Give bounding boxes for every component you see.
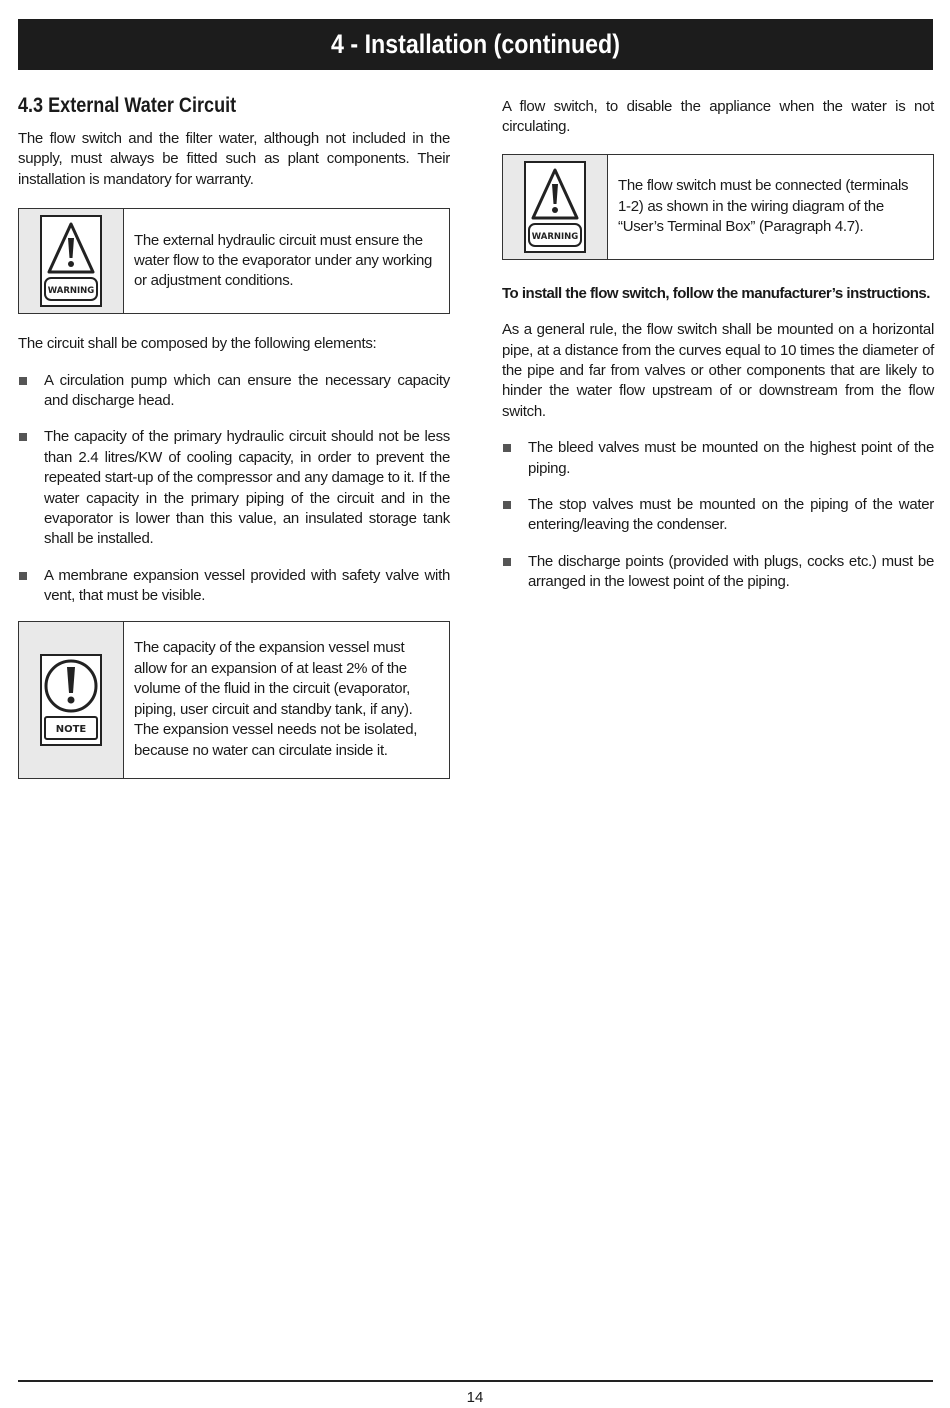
flow-switch-intro: A flow switch, to disable the appliance when the water is not circulating. bbox=[502, 98, 934, 136]
warning-icon-cell bbox=[503, 155, 608, 259]
svg-text:WARNING: WARNING bbox=[531, 231, 579, 242]
list-item: The stop valves must be mounted on the piping of the water entering/leaving the condenser. bbox=[502, 495, 934, 536]
warning-triangle-icon bbox=[523, 160, 587, 254]
page-number: 14 bbox=[466, 1389, 484, 1406]
bullet-icon bbox=[503, 558, 511, 566]
valve-list bbox=[502, 438, 934, 592]
bullet-icon bbox=[19, 377, 27, 385]
warning-triangle-icon bbox=[39, 214, 103, 308]
general-rule: As a general rule, the flow switch shall be mounted on a horizontal pipe, at a distance from the curves equal to 10 times the diameter of the pipe and far from valves or other components that are likely to hinder the water flow upstream of or downstream from the flow switch. bbox=[502, 321, 934, 420]
bullet-icon bbox=[503, 444, 511, 452]
right-column bbox=[502, 97, 934, 609]
elements-intro: The circuit shall be composed by the following elements: bbox=[18, 335, 377, 353]
list-item: A circulation pump which can ensure the necessary capacity and discharge head. bbox=[18, 371, 450, 412]
list-item: A membrane expansion vessel provided with safety valve with vent, that must be visible. bbox=[18, 566, 450, 607]
warning-box bbox=[18, 208, 450, 314]
warning-box bbox=[502, 154, 934, 260]
footer-divider bbox=[18, 1380, 933, 1382]
circuit-elements-list bbox=[18, 371, 450, 607]
note-text-cell bbox=[124, 622, 449, 778]
chapter-title: 4 - Installation (continued) bbox=[331, 29, 620, 59]
list-item: The capacity of the primary hydraulic circuit should not be less than 2.4 litres/KW of cooling capacity, in order to prevent the repeated start-up of the compressor and any damage to it. If the water capacity in the primary piping of the circuit and in the evaporator is lower than this value, an insulated storage tank shall be installed. bbox=[18, 427, 450, 549]
left-column bbox=[18, 94, 450, 779]
warning-text: The flow switch must be connected (terminals 1-2) as shown in the wiring diagram of the “User’s Terminal Box” (Paragraph 4.7). bbox=[618, 177, 909, 236]
warning-icon-cell bbox=[19, 209, 124, 313]
bullet-icon bbox=[19, 572, 27, 580]
note-exclamation-icon bbox=[39, 653, 103, 747]
chapter-header bbox=[18, 19, 933, 70]
note-icon-cell bbox=[19, 622, 124, 778]
list-item: The bleed valves must be mounted on the highest point of the piping. bbox=[502, 438, 934, 479]
section-intro: The flow switch and the filter water, although not included in the supply, must always be fitted such as plant components. Their installation is mandatory for warranty. bbox=[18, 130, 450, 188]
svg-text:NOTE: NOTE bbox=[55, 723, 87, 735]
bullet-icon bbox=[19, 433, 27, 441]
note-text: The capacity of the expansion vessel must allow for an expansion of at least 2% of the volume of the fluid in the circuit (evaporator, piping, user circuit and standby tank, if any). The expansion vessel needs not be isolated, because no water can circulate inside it. bbox=[134, 639, 418, 759]
note-box bbox=[18, 621, 450, 779]
section-title: 4.3 External Water Circuit bbox=[18, 94, 237, 117]
svg-text:WARNING: WARNING bbox=[47, 286, 95, 297]
warning-text-cell bbox=[608, 155, 933, 259]
install-instruction: To install the flow switch, follow the manufacturer’s instructions. bbox=[502, 284, 930, 302]
list-item: The discharge points (provided with plugs, cocks etc.) must be arranged in the lowest point of the piping. bbox=[502, 552, 934, 593]
bullet-icon bbox=[503, 501, 511, 509]
warning-text-cell bbox=[124, 209, 449, 313]
warning-text: The external hydraulic circuit must ensure the water flow to the evaporator under any working or adjustment conditions. bbox=[134, 231, 433, 290]
